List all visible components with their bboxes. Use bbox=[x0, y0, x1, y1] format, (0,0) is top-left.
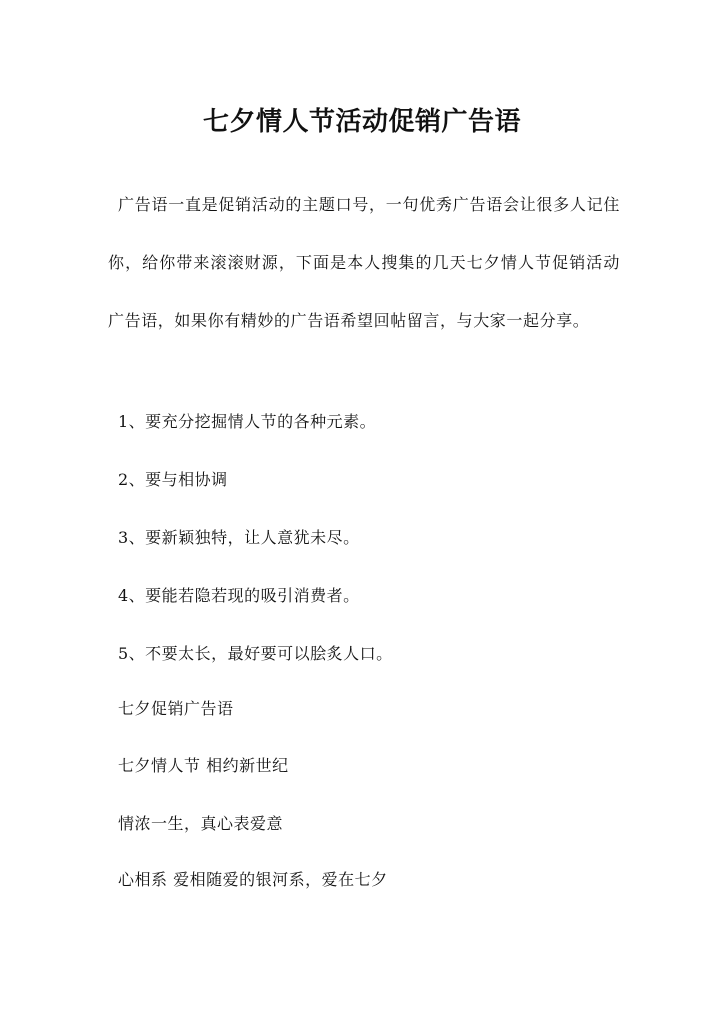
slogan-line-2: 情浓一生，真心表爱意 bbox=[118, 814, 284, 833]
intro-text: 广告语一直是促销活动的主题口号，一句优秀广告语会让很多人记住你，给你带来滚滚财源，下面是本人搜集的几天七夕情人节促销活动广告语，如果你有精妙的广告语希望回帖留言，与大家一起分享。 bbox=[108, 195, 620, 330]
slogan-line-3: 心相系 爱相随爱的银河系，爱在七夕 bbox=[118, 870, 388, 889]
document-title: 七夕情人节活动促销广告语 bbox=[202, 107, 521, 137]
section-heading: 七夕促销广告语 bbox=[118, 699, 234, 718]
tip-line-5: 5、不要太长，最好要可以脍炙人口。 bbox=[118, 644, 393, 663]
tip-line-2: 2、要与相协调 bbox=[118, 470, 228, 489]
tip-line-4: 4、要能若隐若现的吸引消费者。 bbox=[118, 586, 360, 605]
slogan-line-1: 七夕情人节 相约新世纪 bbox=[118, 756, 289, 775]
intro-paragraph bbox=[108, 176, 620, 350]
tip-line-1: 1、要充分挖掘情人节的各种元素。 bbox=[118, 412, 377, 431]
tip-line-3: 3、要新颖独特，让人意犹未尽。 bbox=[118, 528, 360, 547]
